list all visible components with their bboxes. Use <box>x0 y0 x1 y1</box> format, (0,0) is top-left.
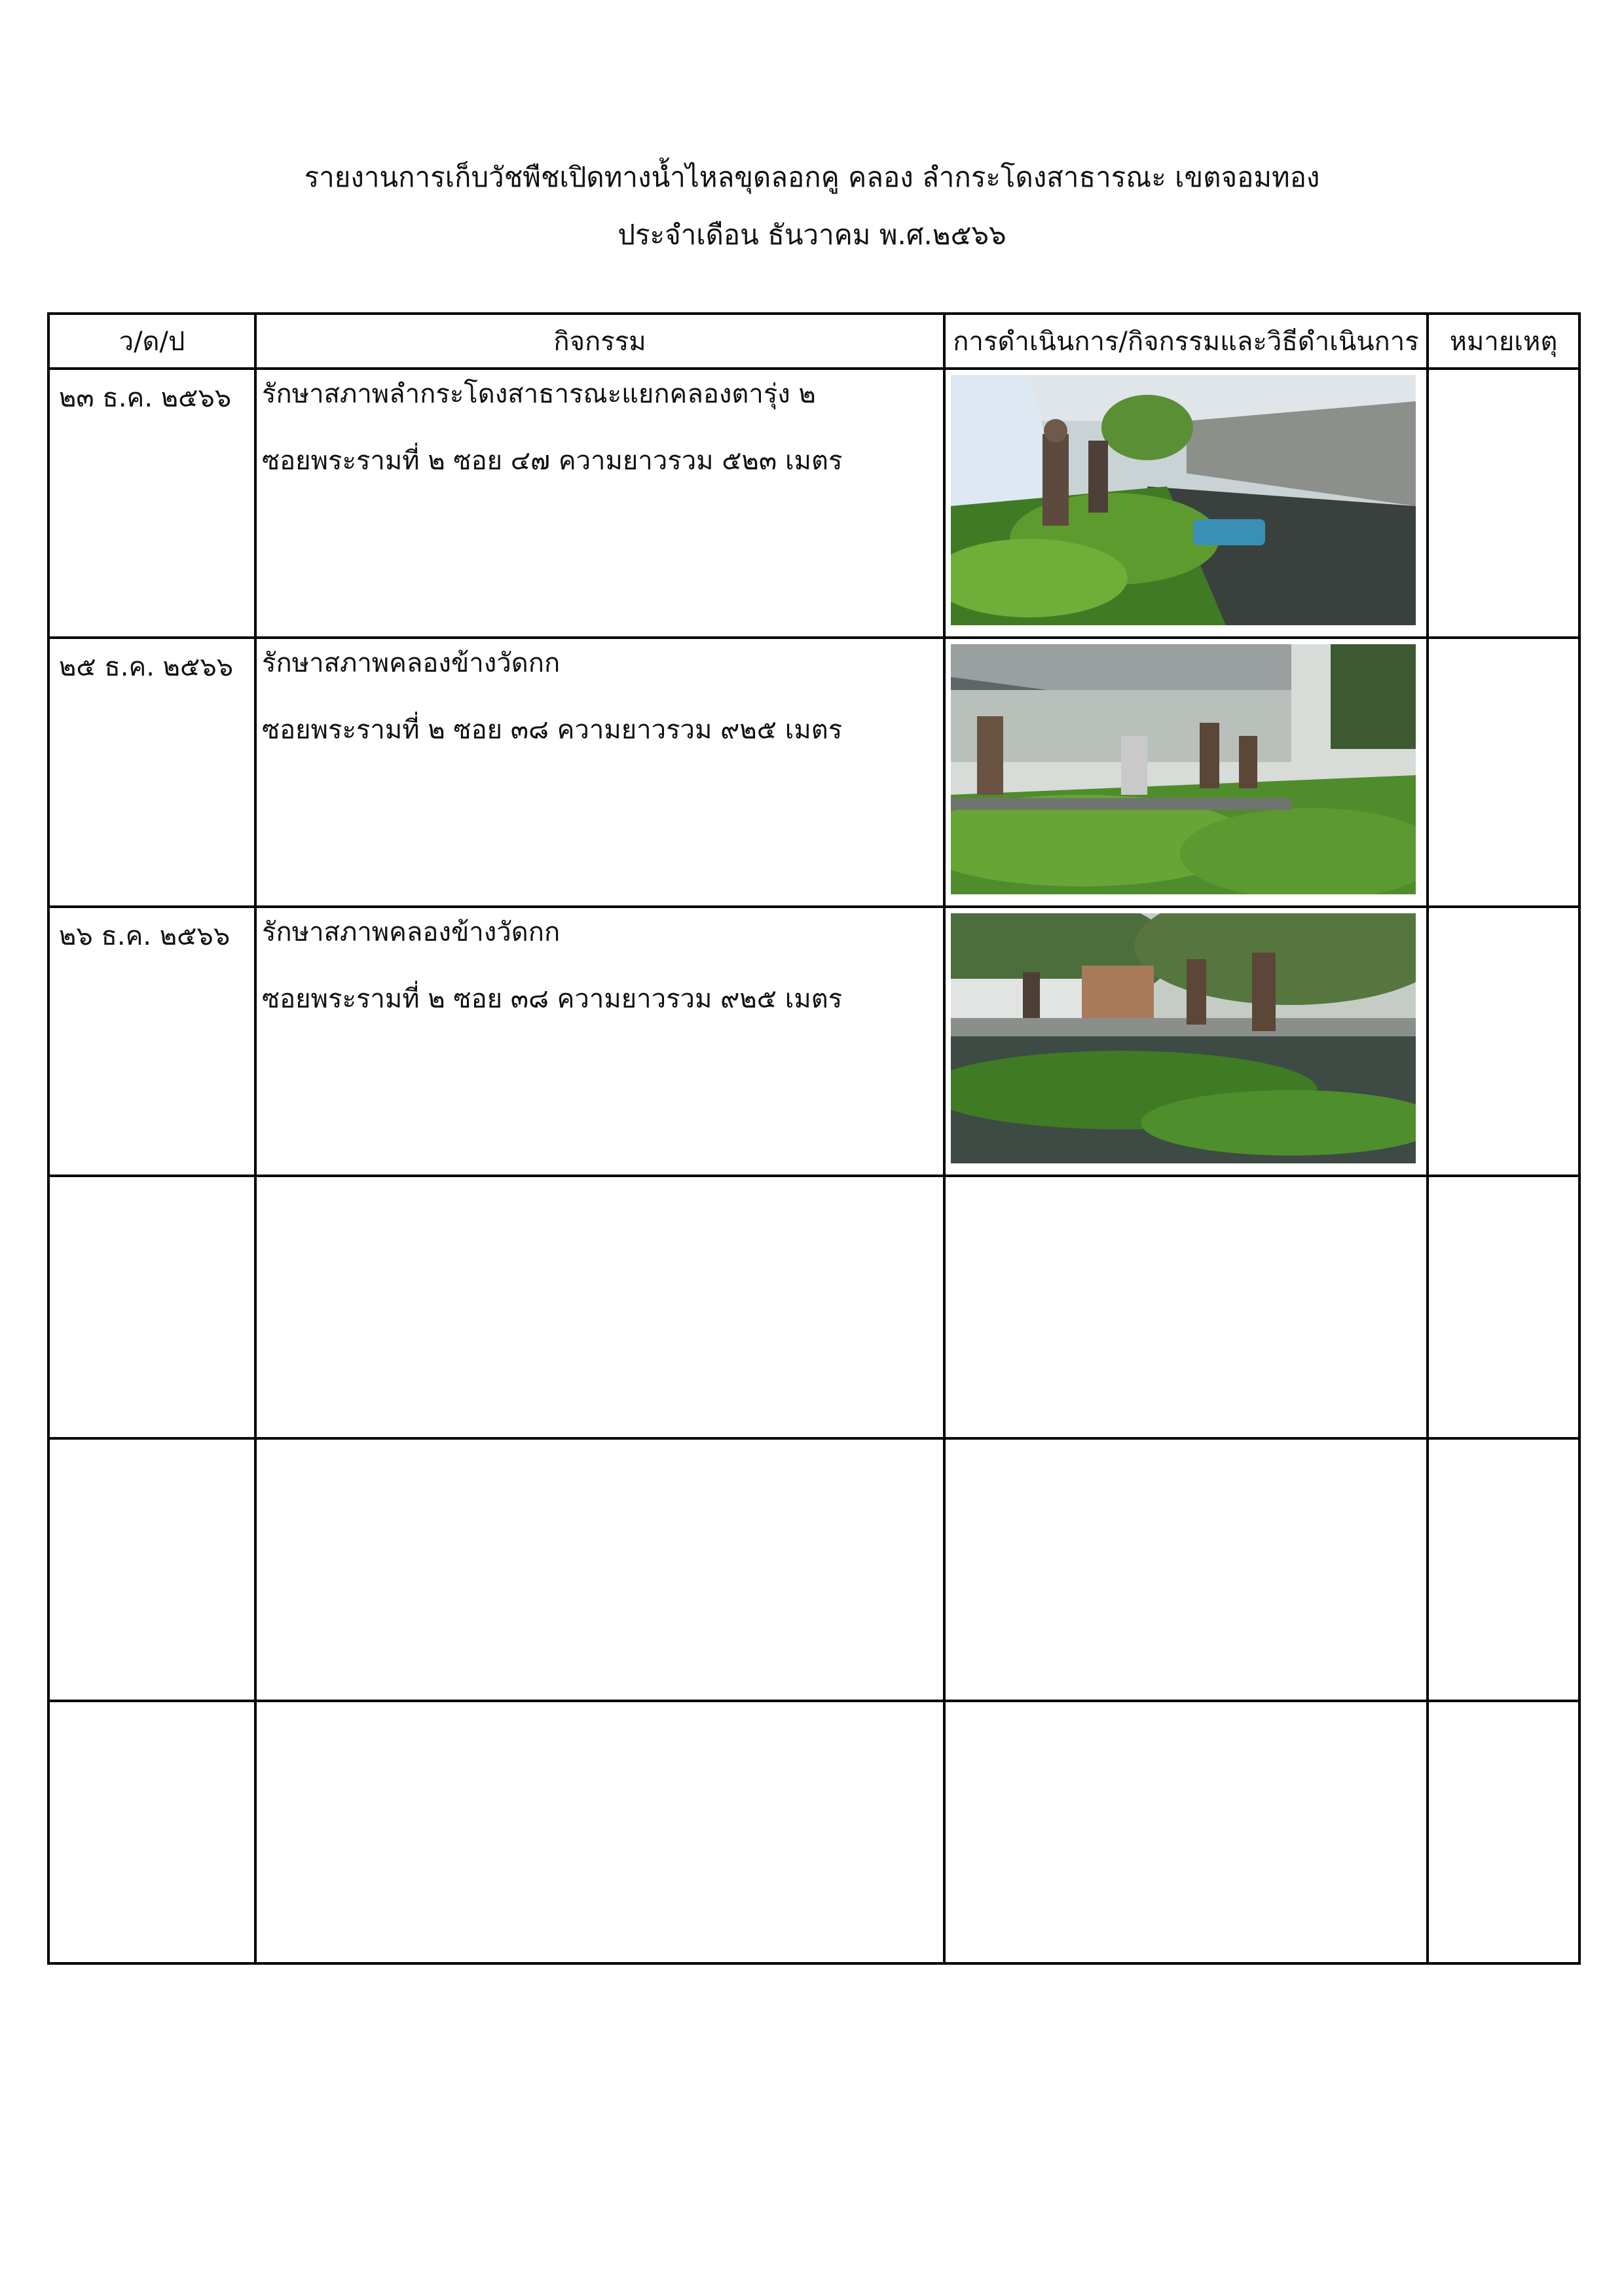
activity-cell <box>255 1176 944 1438</box>
date-cell: ๒๕ ธ.ค. ๒๕๖๖ <box>48 638 255 907</box>
note-cell <box>1428 1438 1579 1701</box>
report-table <box>47 312 1581 1965</box>
date-cell <box>48 1701 255 1963</box>
note-cell <box>1428 1701 1579 1963</box>
date-cell <box>48 1438 255 1701</box>
note-cell <box>1428 1176 1579 1438</box>
date-cell: ๒๓ ธ.ค. ๒๕๖๖ <box>48 369 255 638</box>
table-row <box>48 638 1579 907</box>
operation-cell <box>944 1701 1428 1963</box>
table-row <box>48 1701 1579 1963</box>
table-header-row <box>48 314 1579 369</box>
activity-detail: ซอยพระรามที่ ๒ ซอย ๓๘ ความยาวรวม ๙๒๕ เมตร <box>262 984 843 1014</box>
date-cell <box>48 1176 255 1438</box>
column-header-note: หมายเหตุ <box>1428 314 1579 369</box>
activity-title: รักษาสภาพลำกระโดงสาธารณะแยกคลองตารุ่ง ๒ <box>262 379 816 409</box>
table-row <box>48 907 1579 1176</box>
activity-title: รักษาสภาพคลองข้างวัดกก <box>262 917 561 947</box>
column-header-activity: กิจกรรม <box>255 314 944 369</box>
work-photo <box>951 375 1416 625</box>
work-photo <box>951 913 1416 1163</box>
date-cell: ๒๖ ธ.ค. ๒๕๖๖ <box>48 907 255 1176</box>
activity-detail: ซอยพระรามที่ ๒ ซอย ๔๗ ความยาวรวม ๕๒๓ เมตร <box>262 446 843 476</box>
activity-cell <box>255 1701 944 1963</box>
operation-cell <box>944 907 1428 1176</box>
activity-cell <box>255 1438 944 1701</box>
table-row <box>48 1438 1579 1701</box>
table-row <box>48 1176 1579 1438</box>
note-cell <box>1428 369 1579 638</box>
activity-cell <box>255 369 944 638</box>
report-title: รายงานการเก็บวัชพืชเปิดทางน้ำไหลขุดลอกคู คลอง ลำกระโดงสาธารณะ เขตจอมทอง <box>304 161 1320 193</box>
activity-cell <box>255 907 944 1176</box>
report-subtitle: ประจำเดือน ธันวาคม พ.ศ.๒๕๖๖ <box>618 219 1006 251</box>
activity-detail: ซอยพระรามที่ ๒ ซอย ๓๘ ความยาวรวม ๙๒๕ เมตร <box>262 715 843 745</box>
operation-cell <box>944 1176 1428 1438</box>
activity-title: รักษาสภาพคลองข้างวัดกก <box>262 648 561 678</box>
activity-cell <box>255 638 944 907</box>
table-row <box>48 369 1579 638</box>
note-cell <box>1428 638 1579 907</box>
operation-cell <box>944 1438 1428 1701</box>
column-header-date: ว/ด/ป <box>48 314 255 369</box>
note-cell <box>1428 907 1579 1176</box>
work-photo <box>951 644 1416 894</box>
operation-cell <box>944 638 1428 907</box>
column-header-operation: การดำเนินการ/กิจกรรมและวิธีดำเนินการ <box>944 314 1428 369</box>
operation-cell <box>944 369 1428 638</box>
